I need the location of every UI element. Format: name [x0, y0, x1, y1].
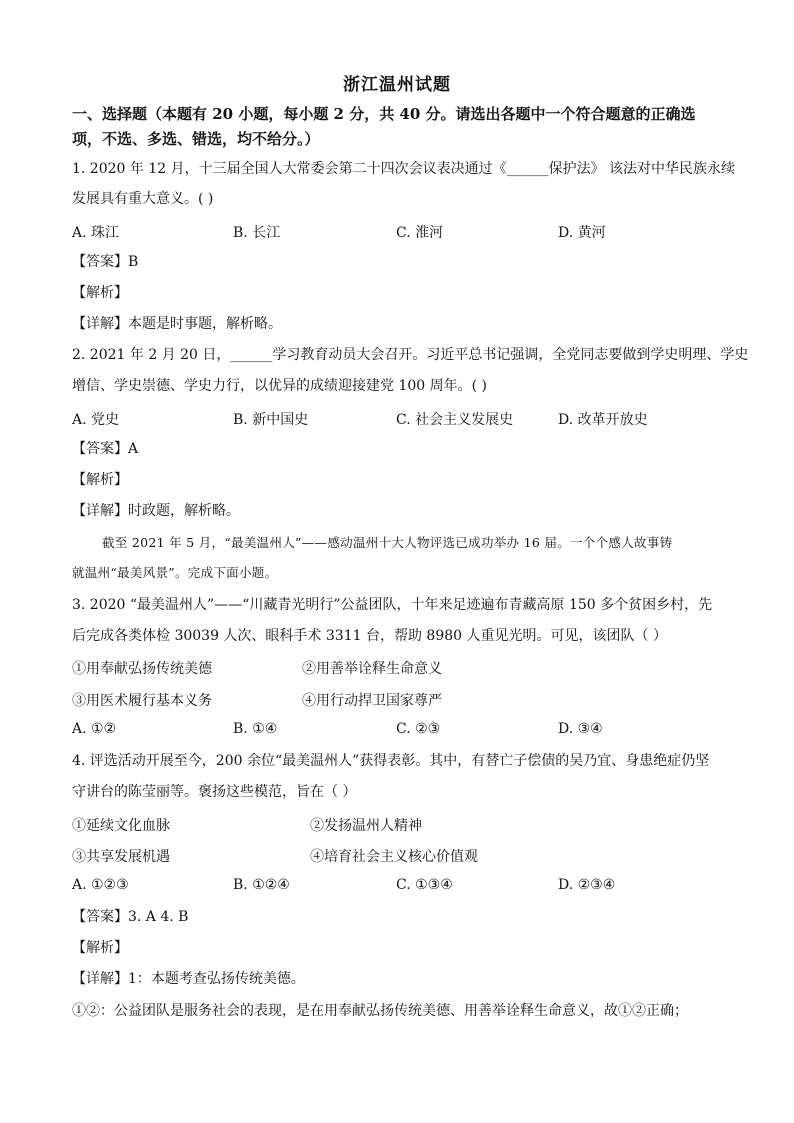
- q3-option-b: B. ①④: [233, 721, 278, 737]
- q4-option-b: B. ①②④: [233, 877, 290, 893]
- q3-option-a: A. ①②: [72, 721, 117, 737]
- q1-detail: 【详解】本题是时事题，解析略。: [72, 316, 282, 332]
- section-heading-line-2: 项，不选、多选、错选，均不给分。）: [72, 130, 320, 148]
- q3-item-3: ③用医术履行基本义务: [72, 693, 212, 709]
- q2-detail: 【详解】时政题，解析略。: [72, 503, 240, 519]
- q34-analysis: 【解析】: [72, 940, 128, 956]
- material-line-1: 截至 2021 年 5 月，“最美温州人”——感动温州十大人物评选已成功举办 16 届。一个个感人故事铸: [102, 535, 673, 550]
- q4-item-2: ②发扬温州人精神: [310, 818, 422, 834]
- q3-item-4: ④用行动捍卫国家尊严: [302, 693, 442, 709]
- q2-analysis: 【解析】: [72, 472, 128, 488]
- q2-option-d: D. 改革开放史: [558, 412, 648, 428]
- q1-analysis: 【解析】: [72, 285, 128, 301]
- q4-item-3: ③共享发展机遇: [72, 849, 170, 865]
- q4-stem-line-1: 4. 评选活动开展至今，200 余位“最美温州人”获得表彰。其中，有替亡子偿债的吴乃宜、身患绝症仍坚: [72, 753, 710, 769]
- q3-stem-line-1: 3. 2020 “最美温州人”——“川藏青光明行”公益团队，十年来足迹遍布青藏高原 150 多个贫困乡村，先: [72, 597, 713, 613]
- q2-stem-line-2: 增信、学史崇德、学史力行，以优异的成绩迎接建党 100 周年。( ): [72, 378, 487, 394]
- q2-answer: 【答案】A: [72, 441, 139, 457]
- q3-item-2: ②用善举诠释生命意义: [302, 661, 442, 677]
- q3-item-1: ①用奉献弘扬传统美德: [72, 661, 212, 677]
- q4-option-c: C. ①③④: [396, 877, 453, 893]
- section-heading-line-1: 一、选择题（本题有 20 小题，每小题 2 分，共 40 分。请选出各题中一个符合题意的正确选: [72, 105, 696, 123]
- q3-option-d: D. ③④: [558, 721, 603, 737]
- material-line-2: 就温州“最美风景”。完成下面小题。: [72, 565, 278, 580]
- q2-stem-line-1: 2. 2021 年 2 月 20 日，______学习教育动员大会召开。习近平总书记强调，全党同志要做到学史明理、学史: [72, 347, 749, 363]
- q34-detail-line-1: 【详解】1：本题考查弘扬传统美德。: [72, 971, 305, 987]
- q2-option-c: C. 社会主义发展史: [396, 412, 514, 428]
- q3-option-c: C. ②③: [396, 721, 441, 737]
- q3-stem-line-2: 后完成各类体检 30039 人次、眼科手术 3311 台，帮助 8980 人重见光明。可见，该团队（ ）: [72, 628, 667, 644]
- q1-stem-line-2: 发展具有重大意义。( ): [72, 191, 214, 207]
- q4-option-a: A. ①②③: [72, 877, 129, 893]
- q34-detail-line-2: ①②：公益团队是服务社会的表现，是在用奉献弘扬传统美德、用善举诠释生命意义，故①②正确；: [72, 1003, 688, 1019]
- q4-stem-line-2: 守讲台的陈莹丽等。褒扬这些模范，旨在（ ）: [72, 784, 357, 800]
- q4-item-4: ④培育社会主义核心价值观: [310, 849, 478, 865]
- q1-stem-line-1: 1. 2020 年 12 月，十三届全国人大常委会第二十四次会议表决通过《______保护法》 该法对中华民族永续: [72, 161, 736, 177]
- page-title: 浙江温州试题: [343, 75, 451, 95]
- q2-option-a: A. 党史: [72, 412, 120, 428]
- q1-answer: 【答案】B: [72, 254, 139, 270]
- q1-option-b: B. 长江: [233, 225, 281, 241]
- q1-option-d: D. 黄河: [558, 225, 606, 241]
- q4-option-d: D. ②③④: [558, 877, 616, 893]
- q1-option-c: C. 淮河: [396, 225, 444, 241]
- q4-item-1: ①延续文化血脉: [72, 818, 170, 834]
- q34-answer: 【答案】3. A 4. B: [72, 909, 189, 925]
- q1-option-a: A. 珠江: [72, 225, 120, 241]
- q2-option-b: B. 新中国史: [233, 412, 309, 428]
